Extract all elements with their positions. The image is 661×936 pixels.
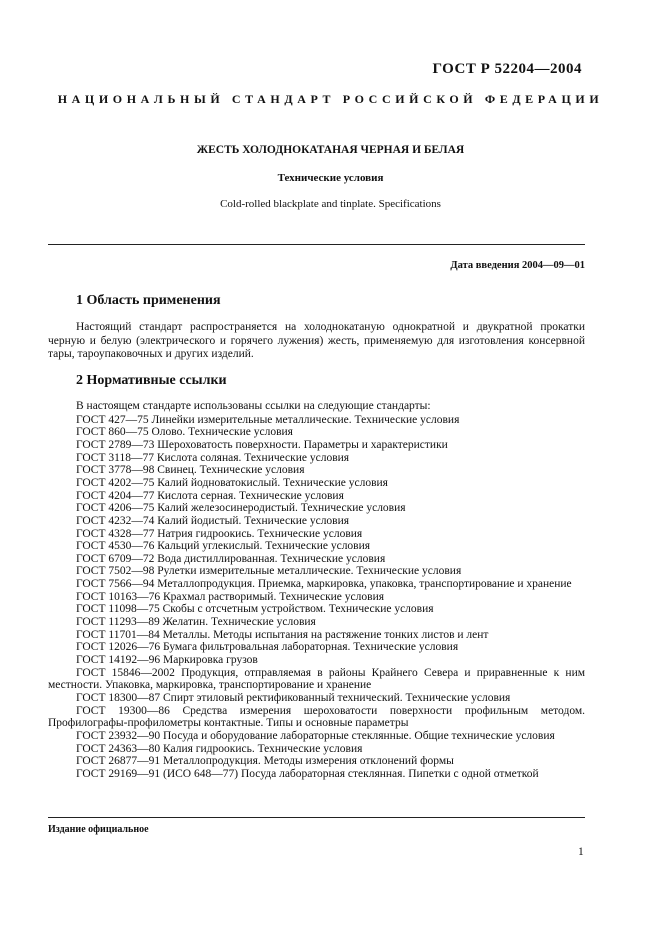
- header-divider: [48, 244, 585, 245]
- references-list: [48, 414, 585, 781]
- page-number: 1: [578, 846, 584, 858]
- document-subtitle: Технические условия: [277, 172, 384, 184]
- reference-item: ГОСТ 4530—76 Кальций углекислый. Технические условия: [76, 540, 371, 553]
- reference-item: ГОСТ 23932—90 Посуда и оборудование лабораторные стеклянные. Общие технические условия: [76, 730, 555, 742]
- reference-item: ГОСТ 10163—76 Крахмал растворимый. Технические условия: [76, 590, 385, 603]
- reference-item: ГОСТ 19300—86 Средства измерения шероховатости поверхности профильным методом. Профилографы-профилометры контактные. Типы и основные параметры: [48, 704, 585, 730]
- national-standard-banner: НАЦИОНАЛЬНЫЙ СТАНДАРТ РОССИЙСКОЙ ФЕДЕРАЦИИ: [57, 92, 604, 106]
- section-1-paragraph: Настоящий стандарт распространяется на холоднокатаную однократной и двукратной прокатки черную и белую (электрического и горячего лужения) жесть, применяемую для изготовления консервной тары, тароупаковочных и других изделий.: [48, 321, 585, 361]
- reference-item: ГОСТ 11701—84 Металлы. Методы испытания на растяжение тонких листов и лент: [76, 628, 489, 641]
- reference-item: ГОСТ 3778—98 Свинец. Технические условия: [76, 464, 305, 477]
- reference-item: ГОСТ 11293—89 Желатин. Технические условия: [76, 616, 316, 629]
- reference-item: ГОСТ 7566—94 Металлопродукция. Приемка, маркировка, упаковка, транспортирование и хранение: [76, 578, 572, 591]
- official-edition-label: Издание официальное: [48, 824, 149, 835]
- reference-item: ГОСТ 6709—72 Вода дистиллированная. Технические условия: [76, 552, 386, 565]
- document-title-english: Cold-rolled blackplate and tinplate. Specifications: [220, 198, 441, 210]
- reference-item: ГОСТ 12026—76 Бумага фильтровальная лабораторная. Технические условия: [76, 641, 459, 654]
- reference-item: ГОСТ 11098—75 Скобы с отсчетным устройством. Технические условия: [76, 603, 434, 616]
- reference-item: ГОСТ 4206—75 Калий железосинеродистый. Технические условия: [76, 502, 406, 515]
- document-title: ЖЕСТЬ ХОЛОДНОКАТАНАЯ ЧЕРНАЯ И БЕЛАЯ: [196, 144, 465, 156]
- reference-item: ГОСТ 14192—96 Маркировка грузов: [76, 654, 258, 667]
- reference-item: ГОСТ 4232—74 Калий йодистый. Технические условия: [76, 514, 350, 527]
- reference-item: ГОСТ 3118—77 Кислота соляная. Технические условия: [76, 451, 350, 464]
- references-intro: В настоящем стандарте использованы ссылки на следующие стандарты:: [76, 400, 431, 412]
- reference-item: ГОСТ 4202—75 Калий йодноватокислый. Технические условия: [76, 476, 388, 489]
- reference-item: ГОСТ 4328—77 Натрия гидроокись. Технические условия: [76, 527, 363, 540]
- reference-item: ГОСТ 18300—87 Спирт этиловый ректификованный технический. Технические условия: [76, 692, 511, 705]
- reference-item: ГОСТ 427—75 Линейки измерительные металлические. Технические условия: [76, 413, 460, 426]
- reference-item: ГОСТ 7502—98 Рулетки измерительные металлические. Технические условия: [76, 565, 462, 578]
- reference-item: ГОСТ 860—75 Олово. Технические условия: [76, 426, 293, 439]
- footer-divider: [48, 817, 585, 818]
- reference-item: ГОСТ 4204—77 Кислота серная. Технические условия: [76, 489, 344, 502]
- reference-item: ГОСТ 29169—91 (ИСО 648—77) Посуда лабораторная стеклянная. Пипетки с одной отметкой: [76, 767, 539, 780]
- introduction-date: Дата введения 2004—09—01: [450, 260, 585, 271]
- section-1-heading: 1 Область применения: [76, 293, 221, 308]
- reference-item: ГОСТ 2789—73 Шероховатость поверхности. Параметры и характеристики: [76, 438, 448, 451]
- gost-number: ГОСТ Р 52204—2004: [432, 61, 582, 77]
- reference-item: ГОСТ 24363—80 Калия гидроокись. Технические условия: [76, 742, 363, 755]
- reference-item: ГОСТ 15846—2002 Продукция, отправляемая в районы Крайнего Севера и приравненные к ним местности. Упаковка, маркировка, транспортирование и хранение: [48, 666, 585, 692]
- section-2-heading: 2 Нормативные ссылки: [76, 373, 227, 388]
- reference-item: ГОСТ 26877—91 Металлопродукция. Методы измерения отклонений формы: [76, 755, 454, 768]
